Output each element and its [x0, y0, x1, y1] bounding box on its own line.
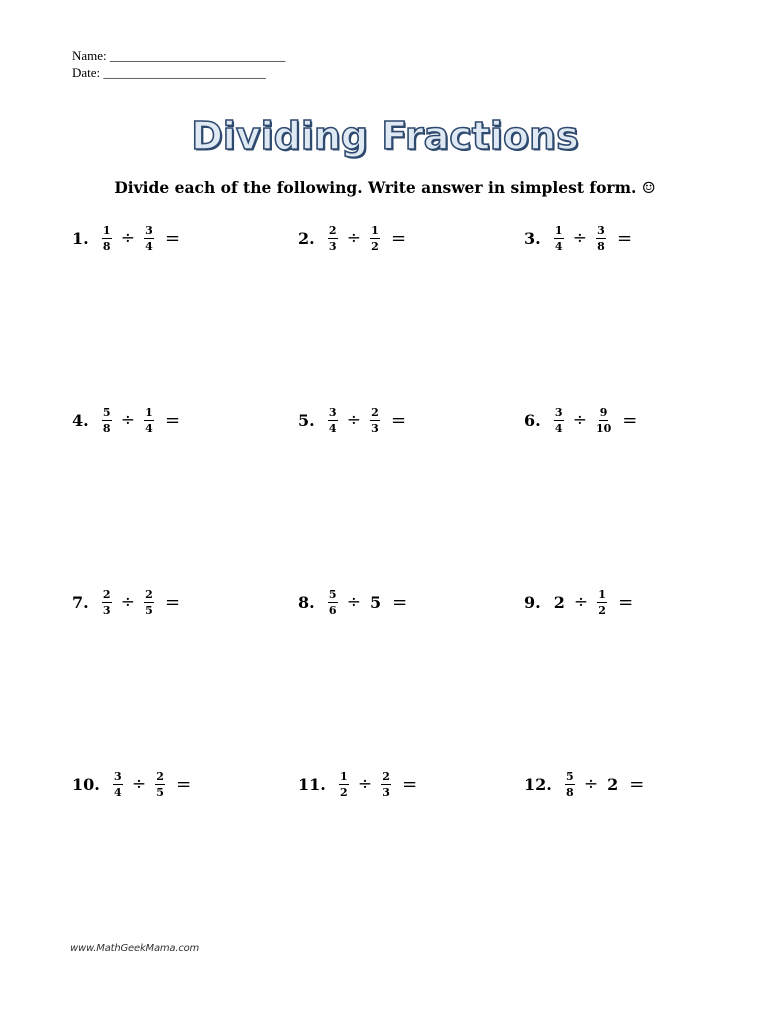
problem-number: 7. — [72, 592, 89, 612]
denominator: 5 — [145, 603, 153, 617]
denominator: 10 — [595, 421, 612, 435]
fraction — [102, 406, 112, 435]
fraction — [554, 406, 564, 435]
denominator: 8 — [102, 421, 111, 435]
problem-number: 3. — [524, 228, 541, 248]
fraction — [102, 224, 112, 253]
fraction — [381, 770, 391, 799]
fraction — [113, 770, 123, 799]
equals-sign: = — [622, 409, 638, 431]
denominator: 2 — [340, 785, 348, 799]
denominator: 4 — [145, 421, 153, 435]
denominator: 8 — [566, 785, 574, 799]
divide-sign: ÷ — [573, 592, 589, 612]
denominator: 2 — [598, 603, 606, 617]
equals-sign: = — [629, 773, 645, 795]
numerator: 5 — [102, 405, 111, 419]
problem-number: 1. — [72, 228, 89, 248]
equals-sign: = — [392, 591, 408, 613]
name-line: Name: ___________________________ — [72, 48, 286, 63]
fraction — [144, 406, 154, 435]
numerator: 5 — [328, 587, 337, 601]
divide-sign: ÷ — [131, 774, 147, 794]
divide-sign: ÷ — [572, 228, 587, 248]
fraction — [554, 224, 564, 253]
numerator: 2 — [145, 587, 153, 601]
fraction — [144, 588, 154, 617]
fraction — [328, 588, 338, 617]
fraction — [144, 224, 154, 253]
divide-sign: ÷ — [346, 592, 361, 612]
fraction — [565, 770, 575, 799]
denominator: 8 — [597, 239, 605, 253]
divide-sign: ÷ — [120, 228, 135, 248]
denominator: 3 — [102, 603, 111, 617]
fraction — [328, 406, 338, 435]
problem-5 — [298, 400, 406, 440]
fraction — [328, 224, 338, 253]
numerator: 2 — [382, 769, 390, 783]
numerator: 3 — [597, 223, 605, 237]
numerator: 2 — [328, 223, 337, 237]
denominator: 3 — [382, 785, 390, 799]
denominator: 5 — [156, 785, 164, 799]
divide-sign: ÷ — [346, 228, 361, 248]
numerator: 1 — [554, 223, 563, 237]
problem-8 — [298, 582, 407, 622]
problem-1 — [72, 218, 180, 258]
instructions: Divide each of the following. Write answer in simplest form. ☺ — [114, 178, 656, 197]
footer-url: www.MathGeekMama.com — [70, 943, 200, 954]
whole-number: 5 — [369, 592, 382, 612]
equals-sign: = — [616, 227, 633, 249]
fraction — [370, 406, 380, 435]
problem-4 — [72, 400, 180, 440]
denominator: 6 — [328, 603, 337, 617]
equals-sign: = — [164, 591, 181, 613]
equals-sign: = — [618, 591, 634, 613]
numerator: 3 — [114, 769, 122, 783]
problem-10 — [72, 764, 191, 804]
numerator: 3 — [328, 405, 337, 419]
fraction — [370, 224, 380, 253]
equals-sign: = — [164, 409, 181, 431]
equals-sign: = — [164, 227, 181, 249]
divide-sign: ÷ — [572, 410, 587, 430]
numerator: 3 — [554, 405, 563, 419]
fraction — [596, 406, 611, 435]
numerator: 5 — [566, 769, 574, 783]
problem-number: 4. — [72, 410, 89, 430]
numerator: 2 — [156, 769, 164, 783]
problem-number: 10. — [72, 774, 100, 794]
numerator: 3 — [145, 223, 153, 237]
denominator: 4 — [328, 421, 337, 435]
problem-11 — [298, 764, 417, 804]
denominator: 3 — [328, 239, 337, 253]
divide-sign: ÷ — [357, 774, 373, 794]
fraction — [597, 588, 607, 617]
problem-9 — [524, 582, 633, 622]
denominator: 3 — [371, 421, 379, 435]
divide-sign: ÷ — [120, 410, 135, 430]
numerator: 9 — [599, 405, 608, 419]
equals-sign: = — [402, 773, 418, 795]
numerator: 1 — [340, 769, 348, 783]
fraction — [102, 588, 112, 617]
denominator: 4 — [554, 239, 563, 253]
denominator: 2 — [371, 239, 379, 253]
problem-number: 2. — [298, 228, 315, 248]
problem-number: 9. — [524, 592, 541, 612]
fraction — [596, 224, 606, 253]
fraction — [155, 770, 165, 799]
problem-6 — [524, 400, 637, 440]
numerator: 1 — [598, 587, 606, 601]
worksheet-title: Dividing Fractions — [191, 114, 579, 158]
divide-sign: ÷ — [346, 410, 361, 430]
denominator: 4 — [145, 239, 153, 253]
problem-3 — [524, 218, 632, 258]
denominator: 4 — [554, 421, 563, 435]
equals-sign: = — [176, 773, 192, 795]
divide-sign: ÷ — [583, 774, 599, 794]
equals-sign: = — [390, 409, 407, 431]
denominator: 4 — [114, 785, 122, 799]
numerator: 2 — [371, 405, 379, 419]
divide-sign: ÷ — [120, 592, 135, 612]
numerator: 2 — [102, 587, 111, 601]
numerator: 1 — [102, 223, 111, 237]
problem-2 — [298, 218, 406, 258]
problem-number: 8. — [298, 592, 315, 612]
problem-12 — [524, 764, 644, 804]
equals-sign: = — [390, 227, 407, 249]
numerator: 1 — [371, 223, 379, 237]
problem-7 — [72, 582, 180, 622]
denominator: 8 — [102, 239, 111, 253]
date-line: Date: _________________________ — [72, 65, 266, 80]
fraction — [339, 770, 349, 799]
problem-number: 5. — [298, 410, 315, 430]
whole-number: 2 — [607, 774, 619, 794]
whole-number: 2 — [553, 592, 565, 612]
problem-number: 6. — [524, 410, 541, 430]
problem-number: 12. — [524, 774, 552, 794]
numerator: 1 — [145, 405, 153, 419]
problem-number: 11. — [298, 774, 326, 794]
